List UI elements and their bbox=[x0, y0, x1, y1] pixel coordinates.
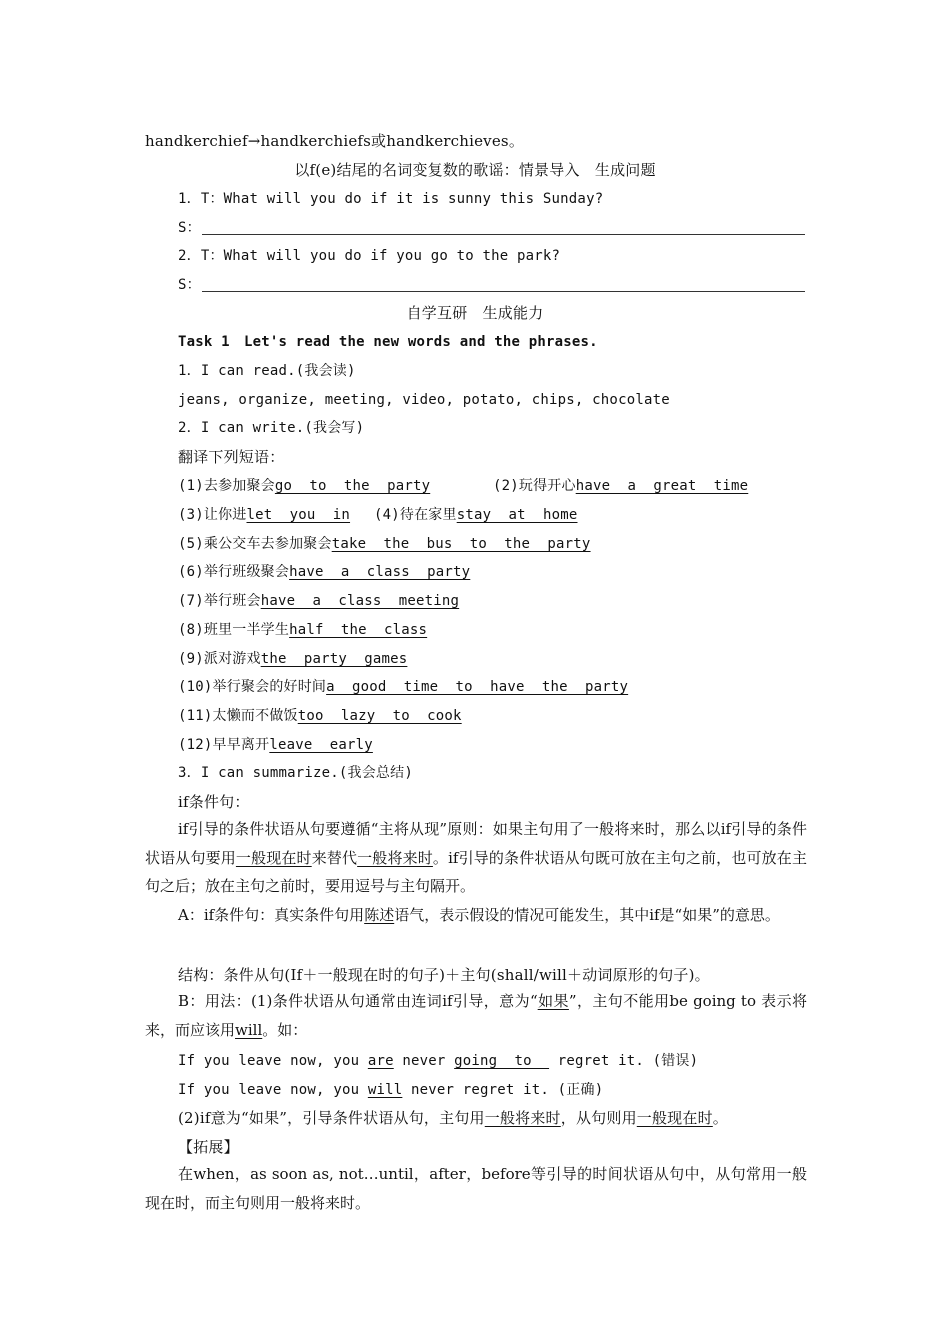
write-title: 2．I can write.(我会写) bbox=[178, 420, 365, 436]
phrase-prompt: (11)太懒而不做饭 bbox=[178, 708, 298, 724]
example-answer: will bbox=[367, 1082, 403, 1098]
student-label-2: S： bbox=[178, 277, 201, 293]
expand-paragraph: 在when，as soon as, not…until，after，before等引导的时间状语从句中，从句常用一般现在时，而主句则用一般将来时。 bbox=[145, 1165, 807, 1212]
example-correct bbox=[178, 1080, 603, 1100]
phrase-item bbox=[178, 735, 373, 755]
expand-title: 【拓展】 bbox=[178, 1138, 239, 1156]
phrase-answer: have a class party bbox=[289, 564, 471, 580]
rule-paragraph bbox=[145, 815, 807, 901]
rule-text: if引导的条件状语从句要遵循“主将从现”原则：如果主句用了一般将来时，那么以if引导的条件状语从句要用 bbox=[145, 820, 807, 867]
phrase-answer: have a great time bbox=[575, 478, 749, 494]
part-a-text: A：if条件句：真实条件句用 bbox=[178, 906, 365, 924]
phrase-item bbox=[374, 505, 578, 525]
example-answer: going to bbox=[454, 1053, 550, 1069]
part-a-answer: 陈述 bbox=[364, 906, 395, 924]
part-b-answer: will bbox=[235, 1020, 263, 1039]
phrase-item bbox=[178, 649, 407, 669]
dialog-question-2: 2．T：What will you do if you go to the park? bbox=[178, 248, 561, 264]
phrase-answer: go to the party bbox=[274, 478, 431, 494]
intro-line: handkerchief→handkerchiefs或handkerchieves。 bbox=[145, 132, 525, 150]
phrase-answer: take the bus to the party bbox=[331, 536, 591, 552]
rule-answer: 一般现在时 bbox=[235, 848, 312, 867]
phrase-item bbox=[493, 476, 748, 496]
example-text: never regret it. (正确) bbox=[402, 1082, 604, 1098]
part-b-text: 。如： bbox=[262, 1020, 308, 1039]
example-text: never bbox=[393, 1053, 455, 1069]
phrase-prompt: (3)让你进 bbox=[178, 507, 247, 523]
phrase-prompt: (9)派对游戏 bbox=[178, 651, 261, 667]
answer-blank-1[interactable] bbox=[202, 234, 805, 235]
summarize-title: 3．I can summarize.(我会总结) bbox=[178, 765, 413, 781]
section-heading-self-study: 自学互研 生成能力 bbox=[406, 304, 544, 322]
phrase-answer: the party games bbox=[260, 651, 408, 667]
phrase-item bbox=[178, 677, 628, 697]
rule-text: 来替代 bbox=[311, 848, 358, 867]
example-answer: are bbox=[367, 1053, 394, 1069]
phrase-prompt: (10)举行聚会的好时间 bbox=[178, 679, 327, 695]
student-label-1: S： bbox=[178, 220, 201, 236]
rule-answer: 一般将来时 bbox=[357, 848, 433, 867]
phrase-prompt: (5)乘公交车去参加聚会 bbox=[178, 536, 332, 552]
phrase-item bbox=[178, 591, 459, 611]
task1-title: Task 1 Let's read the new words and the phrases. bbox=[178, 334, 598, 350]
usage-text: ，从句则用 bbox=[560, 1109, 637, 1127]
part-b-text: B：用法：(1)条件状语从句通常由连词if引导，意为“ bbox=[178, 992, 538, 1010]
section-heading-scene: 以f(e)结尾的名词变复数的歌谣：情景导入 生成问题 bbox=[294, 161, 656, 179]
phrase-prompt: (12)早早离开 bbox=[178, 737, 270, 753]
read-words: jeans, organize, meeting, video, potato, chips, chocolate bbox=[178, 392, 670, 408]
phrase-item bbox=[178, 620, 427, 640]
phrase-answer: half the class bbox=[289, 622, 428, 638]
usage-text: 。 bbox=[712, 1109, 728, 1127]
phrase-answer: a good time to have the party bbox=[326, 679, 629, 695]
if-clause-title: if条件句： bbox=[178, 793, 250, 811]
phrase-prompt: (7)举行班会 bbox=[178, 593, 261, 609]
translate-title: 翻译下列短语： bbox=[178, 448, 285, 466]
read-title: 1．I can read.(我会读) bbox=[178, 363, 356, 379]
phrase-answer: stay at home bbox=[456, 507, 578, 523]
dialog-question-1: 1．T：What will you do if it is sunny this Sunday? bbox=[178, 191, 604, 207]
phrase-item bbox=[178, 706, 462, 726]
answer-blank-2[interactable] bbox=[202, 291, 805, 292]
phrase-item bbox=[178, 505, 350, 525]
phrase-prompt: (4)待在家里 bbox=[374, 507, 457, 523]
usage-answer: 一般现在时 bbox=[636, 1109, 713, 1127]
phrase-item bbox=[178, 534, 591, 554]
phrase-prompt: (6)举行班级聚会 bbox=[178, 564, 290, 580]
phrase-prompt: (2)玩得开心 bbox=[493, 478, 576, 494]
phrase-prompt: (8)班里一半学生 bbox=[178, 622, 290, 638]
phrase-prompt: (1)去参加聚会 bbox=[178, 478, 275, 494]
part-b-answer: 如果 bbox=[537, 992, 569, 1010]
phrase-answer: let you in bbox=[246, 507, 351, 523]
example-text: If you leave now, you bbox=[178, 1082, 368, 1098]
example-text: regret it. (错误) bbox=[549, 1053, 699, 1069]
part-a-paragraph bbox=[145, 901, 807, 930]
part-a-text: 语气，表示假设的情况可能发生，其中if是“如果”的意思。 bbox=[394, 906, 780, 924]
phrase-item bbox=[178, 562, 470, 582]
usage-answer: 一般将来时 bbox=[484, 1109, 561, 1127]
phrase-item bbox=[178, 476, 430, 496]
example-text: If you leave now, you bbox=[178, 1053, 368, 1069]
usage-2-line bbox=[178, 1108, 728, 1128]
part-b-paragraph bbox=[145, 987, 807, 1044]
phrase-answer: have a class meeting bbox=[260, 593, 460, 609]
part-b-text: ”，主句不能用be going to 表示将来，而应该用 bbox=[145, 992, 807, 1039]
usage-text: (2)if意为“如果”，引导条件状语从句，主句用 bbox=[178, 1109, 485, 1127]
phrase-answer: too lazy to cook bbox=[297, 708, 462, 724]
phrase-answer: leave early bbox=[269, 737, 373, 753]
structure-line: 结构：条件从句(If＋一般现在时的句子)＋主句(shall/will＋动词原形的句子)。 bbox=[178, 966, 710, 984]
example-wrong bbox=[178, 1051, 698, 1071]
rule-text: 。if引导的条件状语从句既可放在主句之前，也可放在主句之后；放在主句之前时，要用逗号与主句隔开。 bbox=[145, 848, 807, 896]
